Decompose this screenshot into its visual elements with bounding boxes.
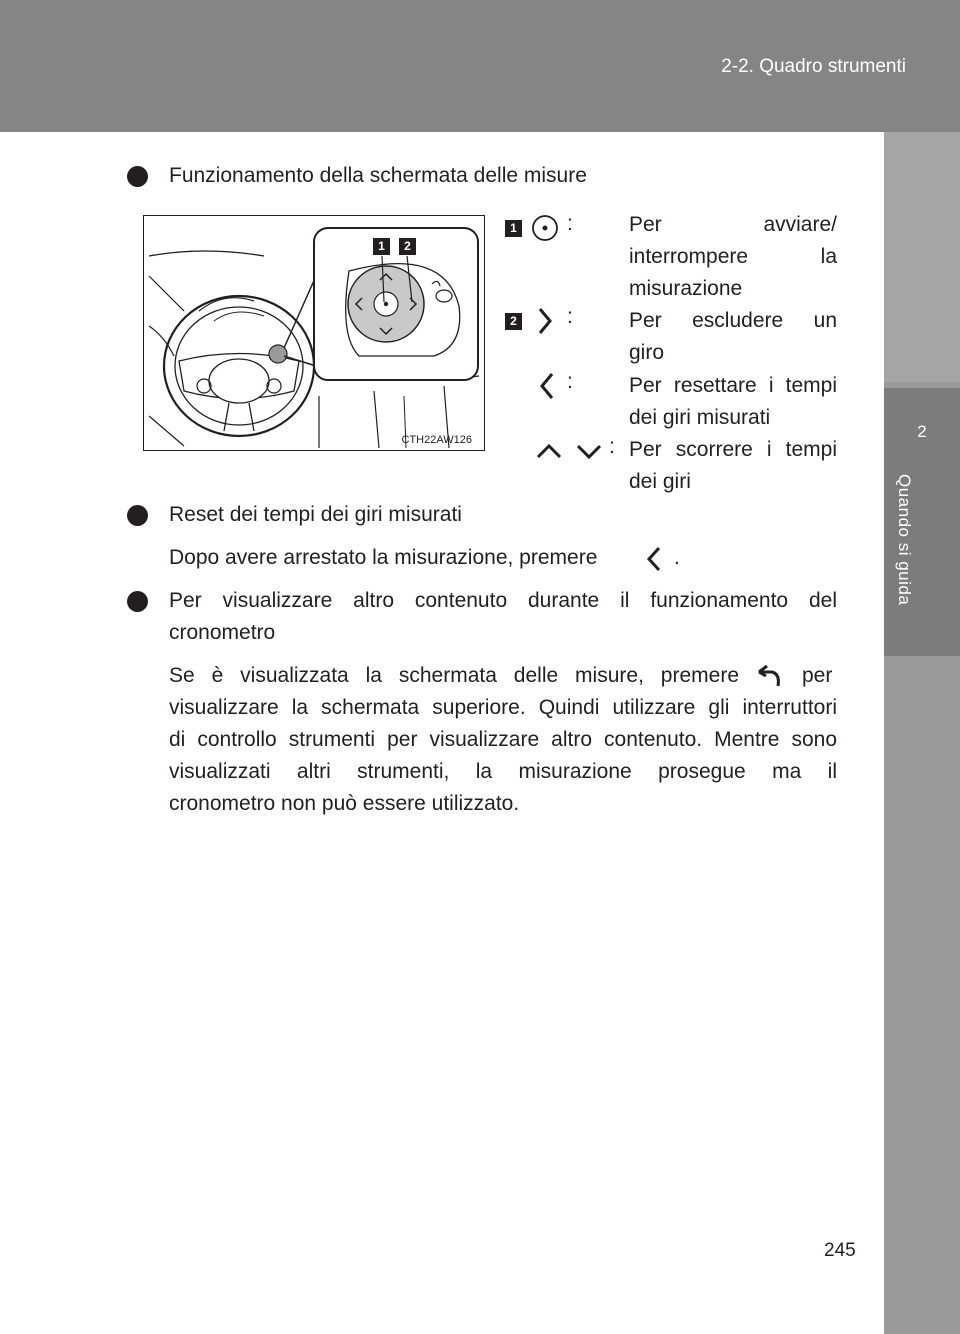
chevron-left-icon xyxy=(537,370,557,402)
section-heading-measure-screen: Funzionamento della schermata delle misure xyxy=(169,164,587,187)
legend-desc-3-line2: dei giri misurati xyxy=(629,406,771,429)
legend-colon-1: : xyxy=(567,212,573,235)
other-content-body-line4: visualizzati altri strumenti, la misurazione prosegue ma il xyxy=(169,760,837,783)
legend-desc-4-line2: dei giri xyxy=(629,470,691,493)
chevron-up-down-icon xyxy=(534,440,606,462)
steering-wheel-figure xyxy=(143,215,485,451)
legend-colon-4: : xyxy=(609,435,615,458)
chapter-tab-upper xyxy=(884,132,960,382)
legend-desc-1-line2: interrompere la xyxy=(629,245,837,268)
section-heading-reset: Reset dei tempi dei giri misurati xyxy=(169,503,462,526)
section-heading-other-content-line1: Per visualizzare altro contenuto durante il funzionamento del xyxy=(169,589,837,612)
section-title: 2-2. Quadro strumenti xyxy=(721,56,906,77)
legend-marker-1: 1 xyxy=(505,220,522,237)
reset-body-text: Dopo avere arrestato la misurazione, premere xyxy=(169,546,598,569)
callout-2: 2 xyxy=(399,238,416,255)
legend-desc-3-line1: Per resettare i tempi xyxy=(629,374,837,397)
legend-desc-2-line2: giro xyxy=(629,341,665,364)
back-return-icon xyxy=(752,662,786,690)
other-content-body-line5: cronometro non può essere utilizzato. xyxy=(169,792,520,815)
callout-1: 1 xyxy=(373,238,390,255)
legend-desc-1-line1: Per avviare/ xyxy=(629,213,837,236)
steering-wheel-illustration xyxy=(144,216,483,449)
legend-marker-2: 2 xyxy=(505,313,522,330)
figure-code: CTH22AW126 xyxy=(401,434,472,446)
section-heading-other-content-line2: cronometro xyxy=(169,621,276,644)
legend-desc-2-line1: Per escludere un xyxy=(629,309,837,332)
page-header xyxy=(0,0,960,132)
legend-colon-2: : xyxy=(567,305,573,328)
bullet-icon xyxy=(127,166,148,187)
other-content-body-line1: Se è visualizzata la schermata delle misure, premere xyxy=(169,664,739,687)
other-content-body-line3: di controllo strumenti per visualizzare altro contenuto. Mentre sono xyxy=(169,728,837,751)
legend-colon-3: : xyxy=(567,370,573,393)
legend-desc-4-line1: Per scorrere i tempi xyxy=(629,438,837,461)
chevron-right-icon xyxy=(535,305,555,337)
chapter-label: Quando si guida xyxy=(895,474,914,606)
bullet-icon xyxy=(127,591,148,612)
chapter-number: 2 xyxy=(917,422,927,441)
chevron-left-icon xyxy=(644,544,664,574)
bullet-icon xyxy=(127,505,148,526)
page-number: 245 xyxy=(824,1240,856,1261)
legend-desc-1-line3: misurazione xyxy=(629,277,743,300)
center-dot-button-icon xyxy=(530,213,560,243)
reset-body-period: . xyxy=(674,546,680,569)
other-content-body-line2: visualizzare la schermata superiore. Quindi utilizzare gli interruttori xyxy=(169,696,837,719)
other-content-body-per: per xyxy=(802,664,833,687)
